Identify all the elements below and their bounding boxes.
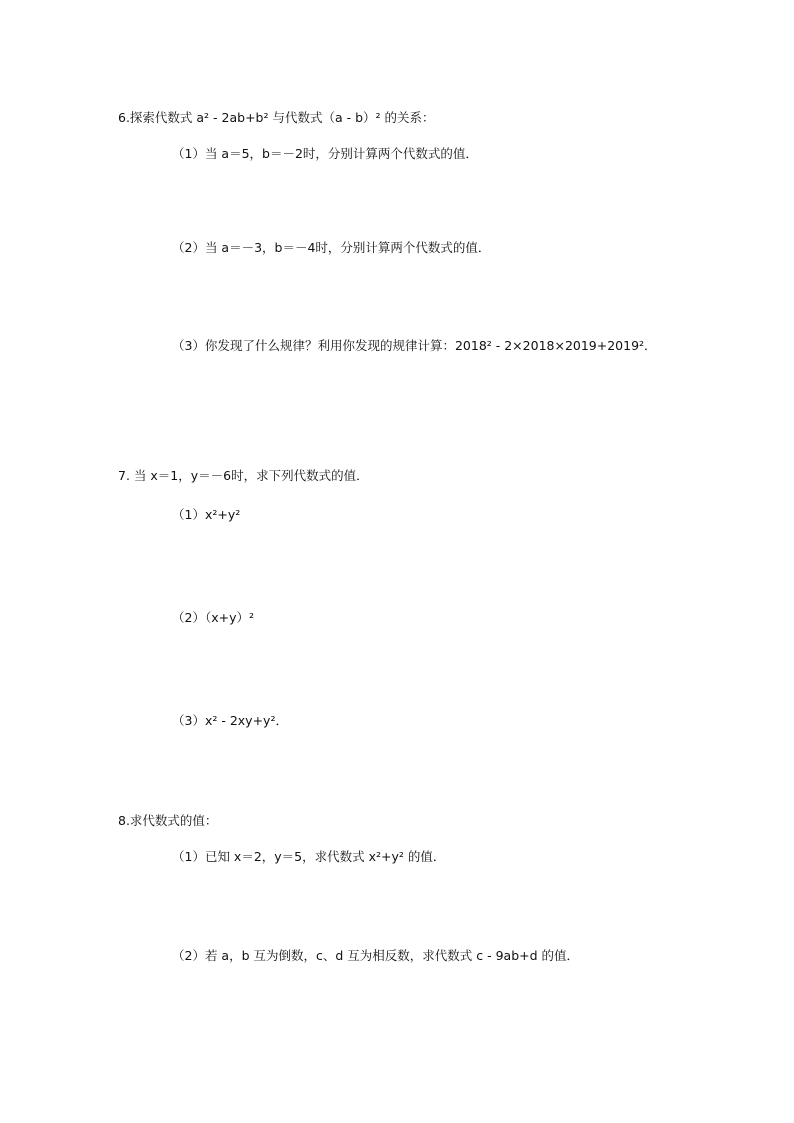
question-6-part-2: （2）当 a＝－3，b＝－4时，分别计算两个代数式的值． [172,240,491,255]
question-7-part-2: （2）（x+y）² [172,610,254,625]
question-6-part-3: （3）你发现了什么规律？利用你发现的规律计算：2018² - 2×2018×2019+2019²． [172,338,657,353]
question-6-title: 6.探索代数式 a² - 2ab+b² 与代数式（a - b）² 的关系： [118,110,435,125]
question-7-part-1: （1）x²+y² [172,507,241,522]
question-7-part-3: （3）x² - 2xy+y²． [172,713,288,728]
question-8-part-1: （1）已知 x＝2，y＝5，求代数式 x²+y² 的值． [172,849,446,864]
question-7-title: 7. 当 x＝1，y＝－6时，求下列代数式的值． [118,468,369,483]
question-8-part-2: （2）若 a，b 互为倒数，c、d 互为相反数，求代数式 c - 9ab+d 的值． [172,948,580,963]
question-6-part-1: （1）当 a＝5，b＝－2时，分别计算两个代数式的值． [172,146,478,161]
question-8-title: 8.求代数式的值： [118,813,218,828]
